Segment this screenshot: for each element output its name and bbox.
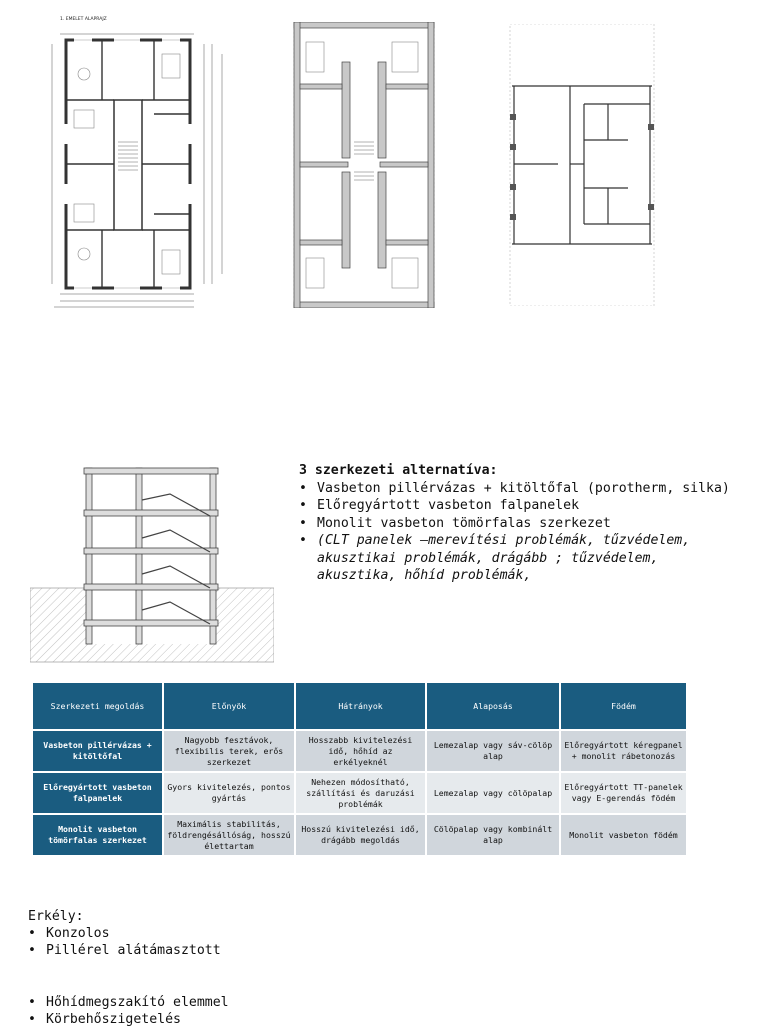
cell-advantages: Nagyobb fesztávok, flexibilis terek, erős szerkezet [164,731,294,771]
balcony-list [28,925,428,959]
alternatives-title: 3 szerkezeti alternatíva: [299,463,498,478]
row-solution: Vasbeton pillérvázas + kitöltőfal [33,731,162,771]
thermal-item: • Körbehőszigetelés [28,1011,428,1028]
floor-plan-drawing [44,14,250,316]
wall-layout-svg [508,24,656,306]
section-svg [30,464,274,666]
row-solution: Előregyártott vasbeton falpanelek [33,773,162,813]
wall-layout-drawing [508,24,656,306]
thermal-list [28,994,428,1028]
row-solution: Monolit vasbeton tömörfalas szerkezet [33,815,162,855]
cell-foundation: Lemezalap vagy cölöpalap [427,773,559,813]
table-row [33,731,686,771]
cell-disadvantages: Nehezen módosítható, szállítási és daruzási problémák [296,773,425,813]
cell-slab: Előregyártott TT-panelek vagy E-gerendás födém [561,773,686,813]
floor-plan-title: 1. EMELET ALAPRAJZ [60,17,107,22]
table-header-row [33,683,686,729]
alternative-item: • Előregyártott vasbeton falpanelek [299,497,739,515]
header-foundation: Alaposás [427,683,559,729]
structural-plan-drawing [282,22,442,308]
cell-disadvantages: Hosszú kivitelezési idő, drágább megoldás [296,815,425,855]
header-slab: Födém [561,683,686,729]
cell-slab: Monolit vasbeton födém [561,815,686,855]
table-row [33,773,686,813]
table-row [33,815,686,855]
balcony-title: Erkély: [28,909,84,924]
cell-foundation: Lemezalap vagy sáv-cölöp alap [427,731,559,771]
header-advantages: Előnyök [164,683,294,729]
alternatives-block [299,462,739,585]
cell-advantages: Gyors kivitelezés, pontos gyártás [164,773,294,813]
section-drawing [30,464,274,666]
balcony-item: • Pillérel alátámasztott [28,942,428,959]
structural-plan-svg [282,22,442,308]
thermal-item: • Hőhídmegszakító elemmel [28,994,428,1011]
balcony-block [28,908,428,959]
floor-plan-svg [44,14,250,316]
cell-disadvantages: Hosszabb kivitelezési idő, hőhíd az erkélyeknél [296,731,425,771]
header-solution: Szerkezeti megoldás [33,683,162,729]
alternatives-list [299,480,739,585]
comparison-table [31,681,688,857]
thermal-block [28,994,428,1028]
alternative-item: • Monolit vasbeton tömörfalas szerkezet [299,515,739,533]
alternative-item-note: • (CLT panelek –merevítési problémák, tűzvédelem, akusztikai problémák, drágább ; tűzvédelem, akusztika, hőhíd problémák, [299,532,739,585]
alternative-item: • Vasbeton pillérvázas + kitöltőfal (porotherm, silka) [299,480,739,498]
header-disadvantages: Hátrányok [296,683,425,729]
cell-advantages: Maximális stabilitás, földrengésállóság, hosszú élettartam [164,815,294,855]
balcony-item: • Konzolos [28,925,428,942]
cell-foundation: Cölöpalap vagy kombinált alap [427,815,559,855]
cell-slab: Előregyártott kéregpanel + monolit rábetonozás [561,731,686,771]
